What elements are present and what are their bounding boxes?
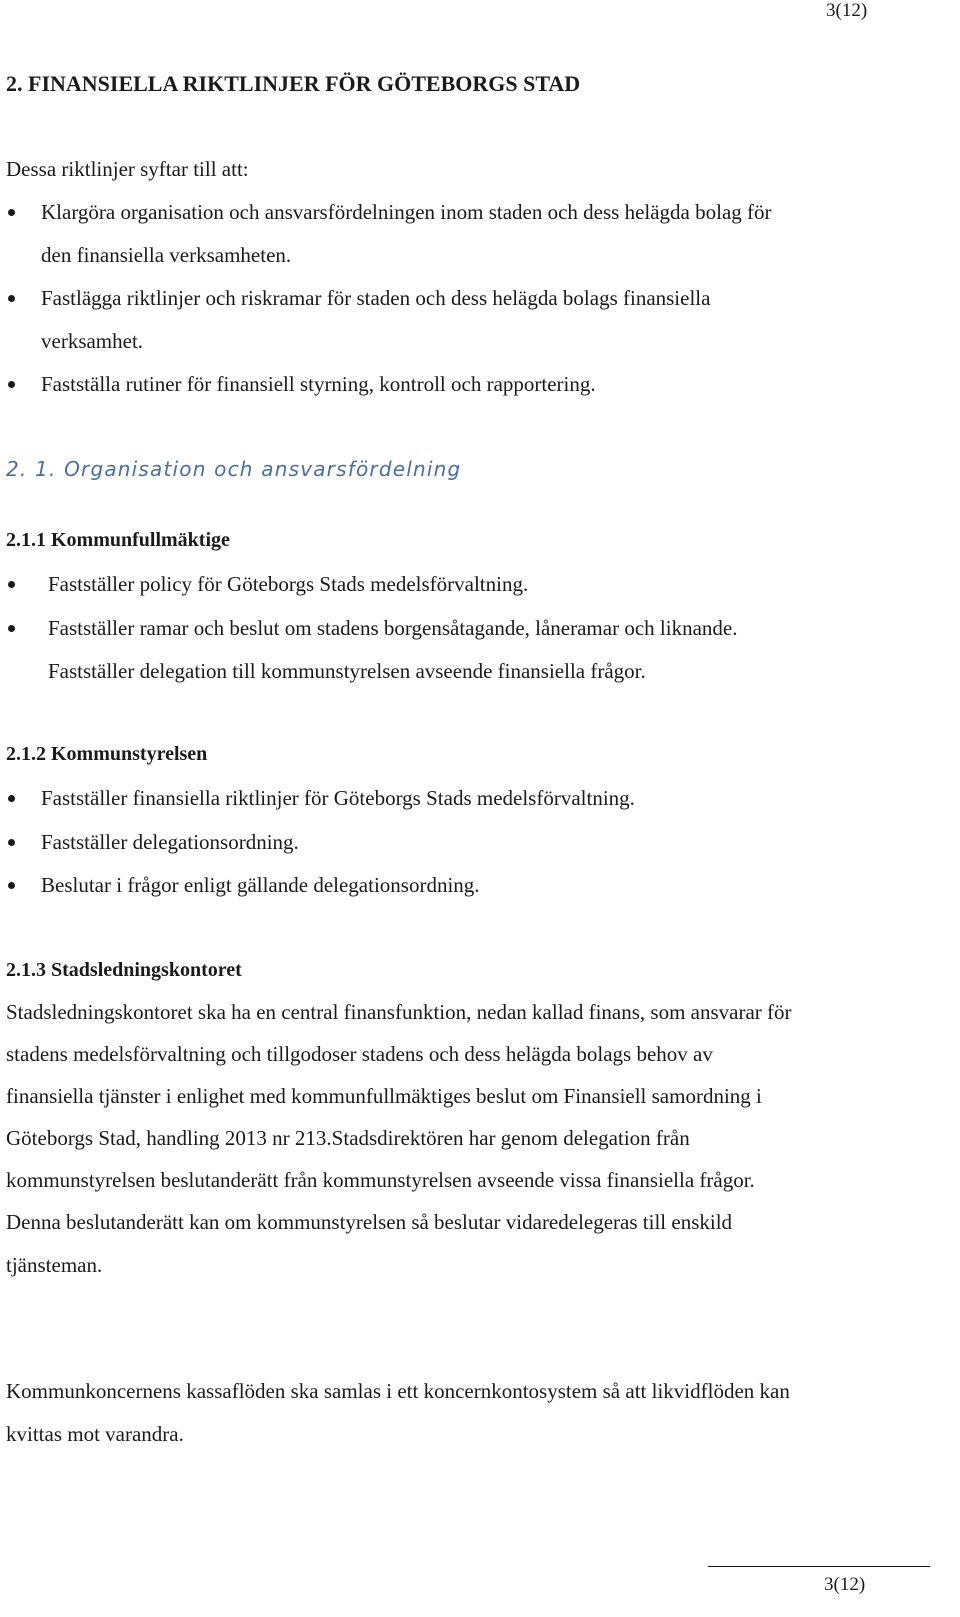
cashflow-line: kvittas mot varandra. bbox=[6, 1422, 184, 1446]
goal-item-2-line-1: Fastlägga riktlinjer och riskramar för staden och dess helägda bolags finansiella bbox=[41, 286, 711, 310]
stadsledningskontoret-heading: 2.1.3 Stadsledningskontoret bbox=[6, 959, 242, 981]
bullet-icon bbox=[8, 839, 15, 846]
ks-item-2: Fastställer delegationsordning. bbox=[41, 830, 299, 854]
slk-line: tjänsteman. bbox=[6, 1253, 103, 1277]
bullet-icon bbox=[8, 381, 15, 388]
page-number-top: 3(12) bbox=[826, 0, 868, 21]
kf-item-2: Fastställer ramar och beslut om stadens borgensåtagande, låneramar och liknande. bbox=[48, 616, 738, 640]
goal-item-3: Fastställa rutiner för finansiell styrning, kontroll och rapportering. bbox=[41, 372, 596, 396]
bullet-icon bbox=[8, 625, 15, 632]
main-heading: 2. FINANSIELLA RIKTLINJER FÖR GÖTEBORGS STAD bbox=[6, 71, 581, 96]
bullet-icon bbox=[8, 209, 15, 216]
bullet-icon bbox=[8, 295, 15, 302]
ks-item-3: Beslutar i frågor enligt gällande delegationsordning. bbox=[41, 873, 480, 897]
kommunstyrelsen-heading: 2.1.2 Kommunstyrelsen bbox=[6, 743, 208, 765]
ks-item-1: Fastställer finansiella riktlinjer för Göteborgs Stads medelsförvaltning. bbox=[41, 786, 635, 810]
kf-item-3: Fastställer delegation till kommunstyrelsen avseende finansiella frågor. bbox=[48, 659, 646, 683]
goal-item-1-line-1: Klargöra organisation och ansvarsfördelningen inom staden och dess helägda bolag för bbox=[41, 200, 772, 224]
goal-item-2-line-2: verksamhet. bbox=[41, 329, 144, 353]
slk-line: Denna beslutanderätt kan om kommunstyrelsen så beslutar vidaredelegeras till enskild bbox=[6, 1210, 733, 1234]
goal-item-1-line-2: den finansiella verksamheten. bbox=[41, 243, 292, 267]
slk-line: Göteborgs Stad, handling 2013 nr 213.Stadsdirektören har genom delegation från bbox=[6, 1126, 690, 1150]
kommunfullmaktige-heading: 2.1.1 Kommunfullmäktige bbox=[6, 529, 230, 551]
slk-line: finansiella tjänster i enlighet med kommunfullmäktiges beslut om Finansiell samordning i bbox=[6, 1084, 762, 1108]
footer-divider bbox=[708, 1566, 930, 1567]
section-heading: 2. 1. Organisation och ansvarsfördelning bbox=[6, 457, 462, 481]
slk-line: kommunstyrelsen beslutanderätt från kommunstyrelsen avseende vissa finansiella frågor. bbox=[6, 1168, 755, 1192]
slk-line: stadens medelsförvaltning och tillgodoser stadens och dess helägda bolags behov av bbox=[6, 1042, 713, 1066]
bullet-icon bbox=[8, 581, 15, 588]
kf-item-1: Fastställer policy för Göteborgs Stads medelsförvaltning. bbox=[48, 572, 529, 596]
page-number-bottom: 3(12) bbox=[824, 1574, 866, 1595]
cashflow-line: Kommunkoncernens kassaflöden ska samlas i ett koncernkontosystem så att likvidflöden kan bbox=[6, 1379, 790, 1403]
bullet-icon bbox=[8, 882, 15, 889]
intro-text: Dessa riktlinjer syftar till att: bbox=[6, 157, 249, 181]
bullet-icon bbox=[8, 795, 15, 802]
slk-line: Stadsledningskontoret ska ha en central finansfunktion, nedan kallad finans, som ansvarar för bbox=[6, 1000, 792, 1024]
